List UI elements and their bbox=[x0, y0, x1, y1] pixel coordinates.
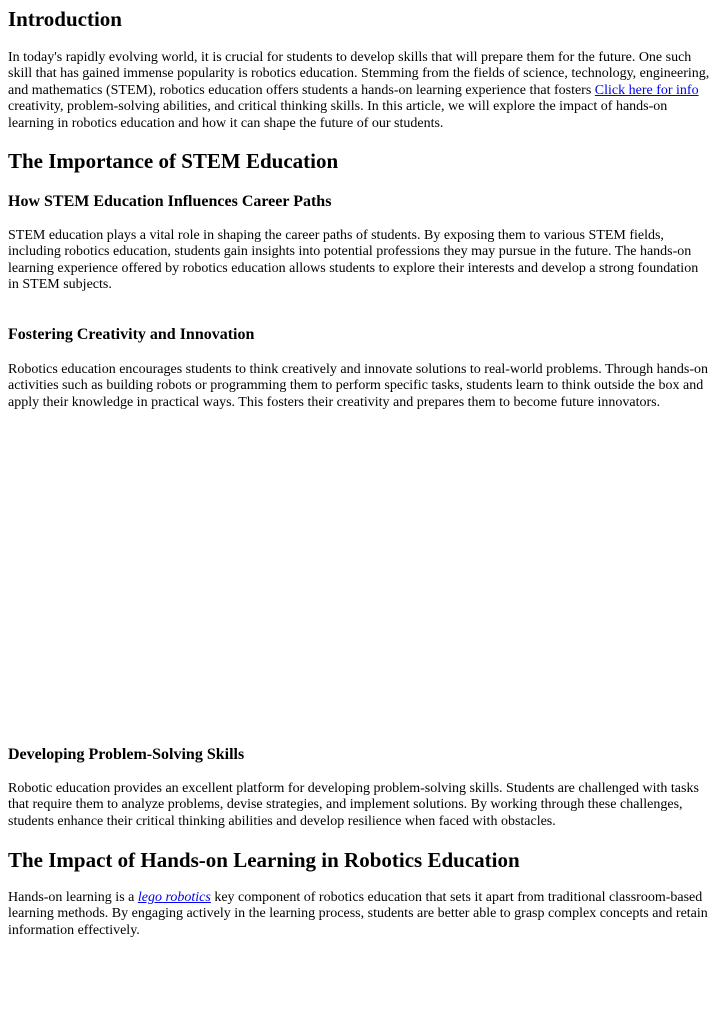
creativity-paragraph: Robotics education encourages students to think creatively and innovate solutions to real-world problems. Through hands-on activities such as building robots or programming them to perform specific tasks, students learn to think outside the box and apply their knowledge in practical ways. This fosters their creativity and prepares them to become future innovators. bbox=[8, 362, 708, 410]
creativity-heading: Fostering Creativity and Innovation bbox=[8, 326, 255, 343]
intro-text-before-link: In today's rapidly evolving world, it is crucial for students to develop skills that will prepare them for the future. One such skill that has gained immense popularity is robotics education. Stemming from the fields of science, technology, engineering, and mathematics (STEM), robotics education offers students a hands-on learning experience that fosters bbox=[8, 50, 710, 98]
impact-heading: The Impact of Hands-on Learning in Robotics Education bbox=[8, 848, 520, 872]
lego-robotics-link[interactable]: lego robotics bbox=[137, 890, 211, 905]
intro-heading: Introduction bbox=[8, 7, 122, 31]
stem-heading: The Importance of STEM Education bbox=[8, 149, 339, 173]
problem-solving-paragraph: Robotic education provides an excellent platform for developing problem-solving skills. Students are challenged with tasks that require them to analyze problems, devise strategies, and implement solutions. By working through these challenges, students enhance their critical thinking abilities and develop resilience when faced with obstacles. bbox=[8, 781, 699, 829]
click-here-for-info-link[interactable]: Click here for info bbox=[594, 82, 699, 98]
impact-paragraph bbox=[8, 890, 712, 939]
career-paragraph: STEM education plays a vital role in shaping the career paths of students. By exposing them to various STEM fields, including robotics education, students gain insights into potential professions they may pursue in the future. The hands-on learning experience offered by robotics education allows students to explore their interests and develop a strong foundation in STEM subjects. bbox=[8, 228, 699, 293]
impact-text-before-link: Hands-on learning is a bbox=[8, 890, 138, 905]
impact-text-after-link: key component of robotics education that sets it apart from traditional classroom-based learning methods. By engaging actively in the learning process, students are better able to grasp complex concepts and retain information effectively. bbox=[8, 890, 708, 938]
career-heading: How STEM Education Influences Career Paths bbox=[8, 193, 332, 210]
intro-paragraph bbox=[8, 50, 712, 132]
intro-text-after-link: creativity, problem-solving abilities, and critical thinking skills. In this article, we will explore the impact of hands-on learning in robotics education and how it can shape the future of our students. bbox=[8, 99, 668, 131]
problem-solving-heading: Developing Problem-Solving Skills bbox=[8, 746, 245, 763]
